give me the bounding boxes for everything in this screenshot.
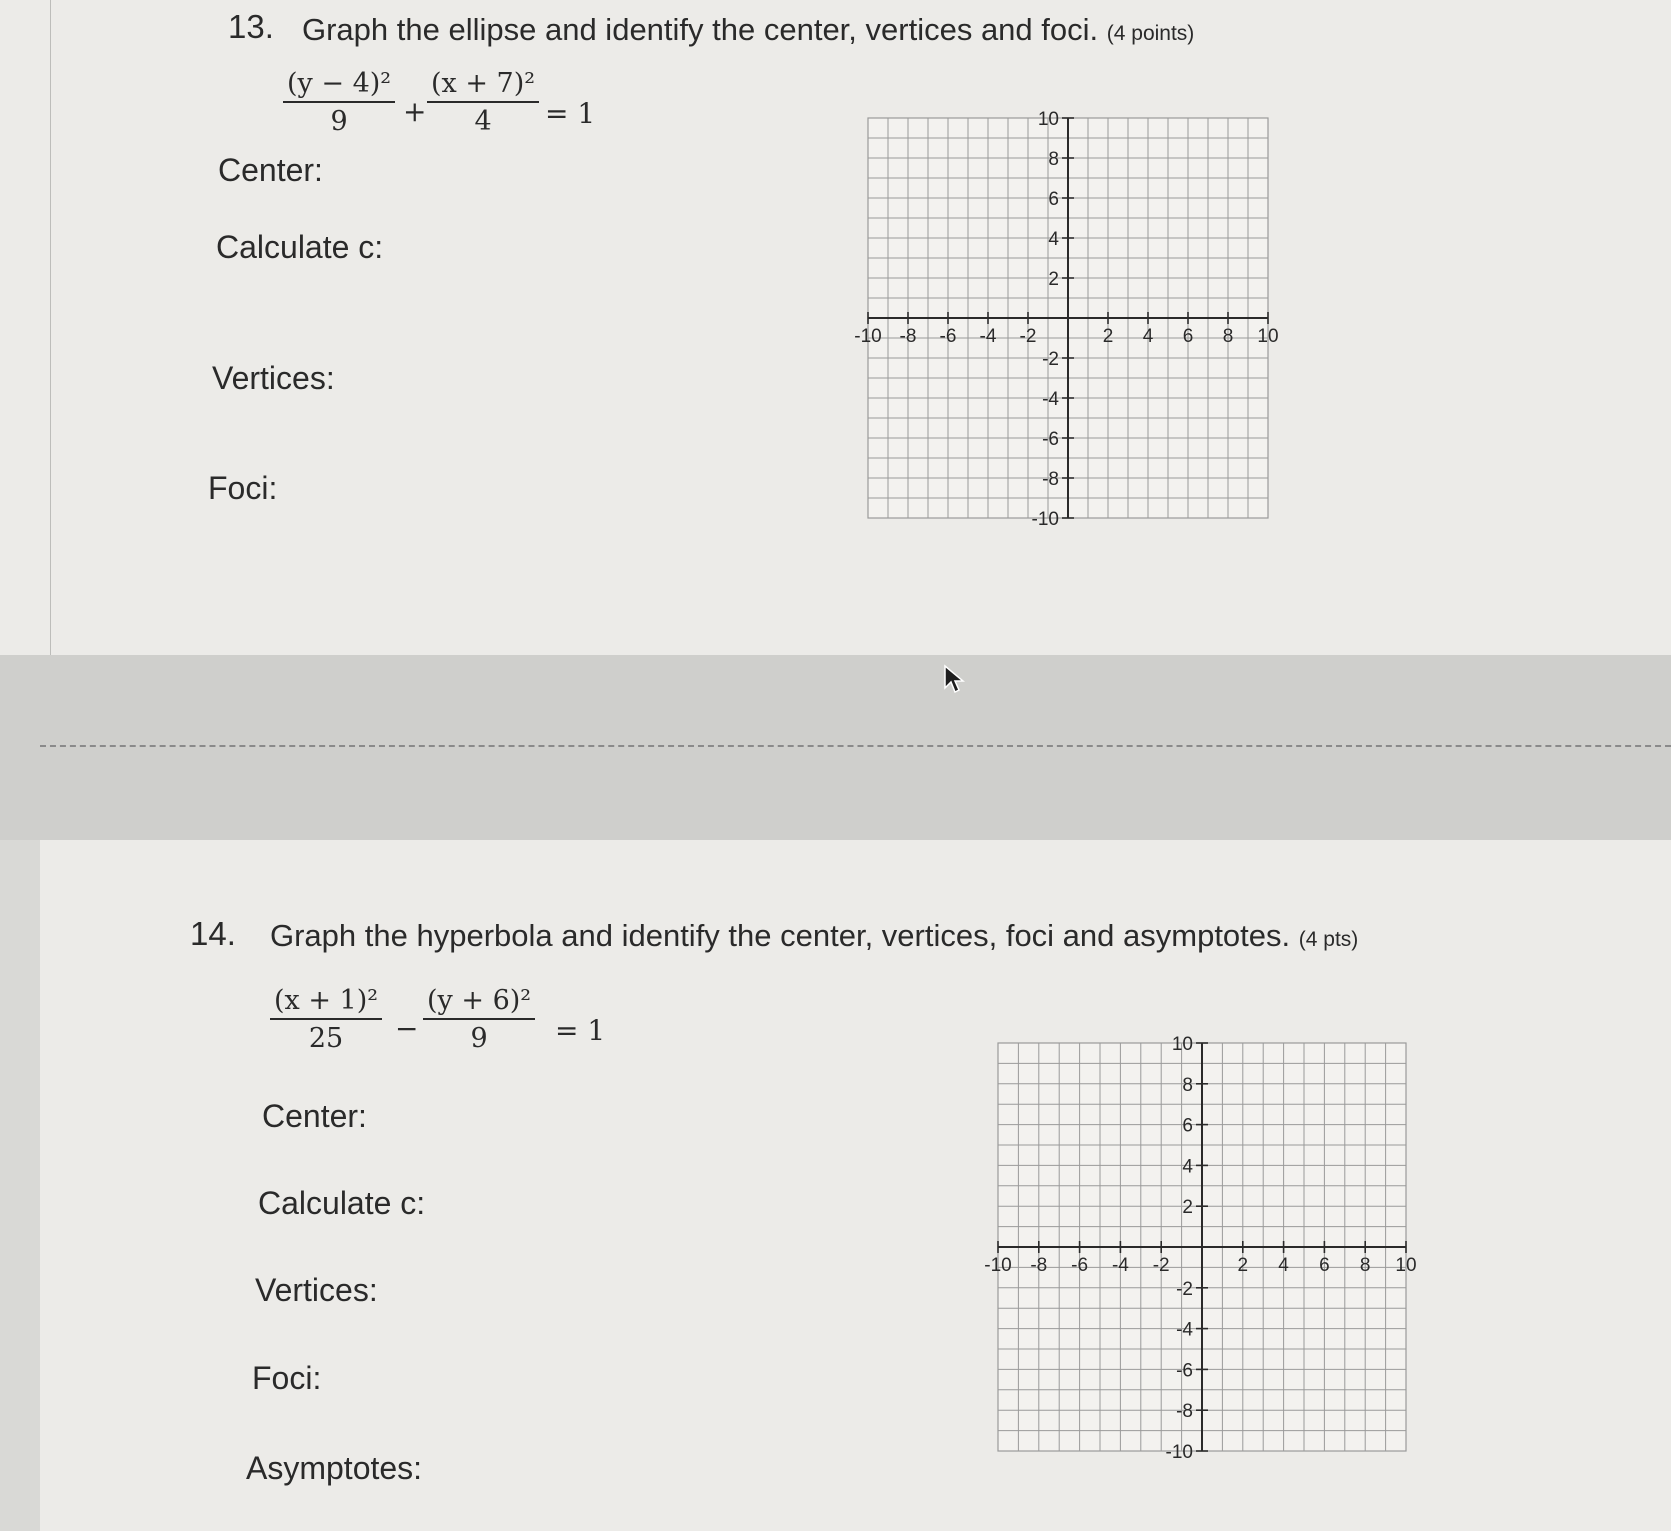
x-tick-label: -10: [984, 1255, 1012, 1276]
x-tick-label: -2: [1152, 1255, 1170, 1276]
hyperbola-term-y-denominator: 9: [470, 1023, 488, 1054]
ellipse-term-y-denominator: 9: [330, 106, 348, 137]
x-tick-label: -6: [1071, 1255, 1089, 1276]
y-tick-label: -4: [1042, 389, 1059, 410]
question-13-prompt-text: Graph the ellipse and identify the center, vertices and foci.: [302, 12, 1099, 47]
q13-center-label: Center:: [218, 152, 323, 188]
question-14-points: (4 pts): [1298, 928, 1359, 951]
x-tick-label: 10: [1257, 326, 1279, 347]
ellipse-term-y-numerator: (y − 4)²: [283, 68, 395, 103]
ellipse-term-y: [283, 68, 395, 137]
ellipse-graph[interactable]: [840, 90, 1296, 551]
y-tick-label: 10: [1037, 109, 1059, 130]
x-tick-label: 2: [1237, 1255, 1249, 1276]
ellipse-term-x: [427, 68, 539, 137]
y-tick-label: 6: [1048, 189, 1059, 210]
x-tick-label: 8: [1359, 1255, 1371, 1276]
y-tick-label: 4: [1048, 229, 1059, 250]
y-tick-label: -6: [1176, 1360, 1193, 1382]
hyperbola-term-x: [270, 985, 382, 1054]
q14-center-label: Center:: [262, 1098, 367, 1134]
y-tick-label: -8: [1176, 1401, 1193, 1423]
ellipse-plus-operator: +: [403, 95, 427, 128]
question-14-prompt: [270, 918, 1358, 954]
hyperbola-rhs: = 1: [555, 1014, 606, 1047]
question-13-number: 13.: [228, 8, 274, 45]
q14-calc-c-label: Calculate c:: [258, 1185, 426, 1221]
question-14-number: 14.: [190, 915, 236, 952]
y-tick-label: -10: [1165, 1442, 1193, 1463]
page-break-dashed-line: [40, 745, 1671, 747]
hyperbola-term-x-numerator: (x + 1)²: [270, 985, 382, 1020]
coordinate-grid-svg: [970, 1015, 1434, 1479]
hyperbola-minus-operator: −: [395, 1012, 419, 1045]
x-tick-label: 6: [1182, 326, 1194, 347]
y-tick-label: 2: [1048, 269, 1059, 290]
hyperbola-term-y-numerator: (y + 6)²: [423, 985, 535, 1020]
y-tick-label: -2: [1176, 1278, 1193, 1300]
coordinate-grid-svg: [840, 90, 1296, 546]
y-tick-label: -6: [1042, 429, 1059, 450]
y-tick-label: -10: [1031, 509, 1059, 530]
y-tick-label: 8: [1048, 149, 1059, 170]
ellipse-term-x-denominator: 4: [474, 106, 492, 137]
ellipse-rhs: = 1: [545, 97, 596, 130]
x-tick-label: -4: [1111, 1255, 1129, 1276]
ellipse-term-x-numerator: (x + 7)²: [427, 68, 539, 103]
x-tick-label: -8: [899, 326, 917, 347]
x-tick-label: 8: [1222, 326, 1234, 347]
q14-asymptotes-label: Asymptotes:: [246, 1450, 423, 1486]
page-gap: [0, 655, 1671, 840]
q14-vertices-label: Vertices:: [255, 1272, 378, 1308]
x-tick-label: 10: [1395, 1255, 1417, 1276]
x-tick-label: 6: [1319, 1255, 1330, 1276]
q13-calc-c-label: Calculate c:: [216, 229, 384, 265]
y-tick-label: 4: [1182, 1156, 1193, 1178]
y-tick-label: 6: [1182, 1115, 1193, 1137]
x-tick-label: 2: [1102, 326, 1114, 347]
x-tick-label: -10: [854, 326, 882, 347]
x-tick-label: -4: [979, 326, 997, 347]
y-tick-label: 2: [1182, 1197, 1193, 1219]
question-14-prompt-text: Graph the hyperbola and identify the center, vertices, foci and asymptotes.: [270, 918, 1291, 953]
y-tick-label: 10: [1171, 1034, 1193, 1055]
q14-foci-label: Foci:: [252, 1360, 322, 1396]
x-tick-label: -8: [1030, 1255, 1048, 1276]
hyperbola-term-y: [423, 985, 535, 1054]
mouse-pointer-icon: [943, 664, 965, 696]
question-13-panel: [0, 0, 1671, 655]
hyperbola-graph[interactable]: [970, 1015, 1434, 1484]
y-tick-label: -4: [1176, 1319, 1193, 1341]
y-tick-label: -2: [1042, 349, 1059, 370]
x-tick-label: 4: [1278, 1255, 1289, 1276]
q13-vertices-label: Vertices:: [212, 360, 335, 396]
y-tick-label: 8: [1182, 1074, 1193, 1096]
q13-foci-label: Foci:: [208, 470, 278, 506]
question-13-prompt: [302, 12, 1194, 48]
question-13-points: (4 points): [1106, 22, 1195, 45]
x-tick-label: -2: [1019, 326, 1037, 347]
y-tick-label: -8: [1042, 469, 1059, 490]
x-tick-label: 4: [1142, 326, 1154, 347]
x-tick-label: -6: [939, 326, 957, 347]
hyperbola-term-x-denominator: 25: [308, 1023, 344, 1054]
question-14-panel: [40, 840, 1671, 1531]
